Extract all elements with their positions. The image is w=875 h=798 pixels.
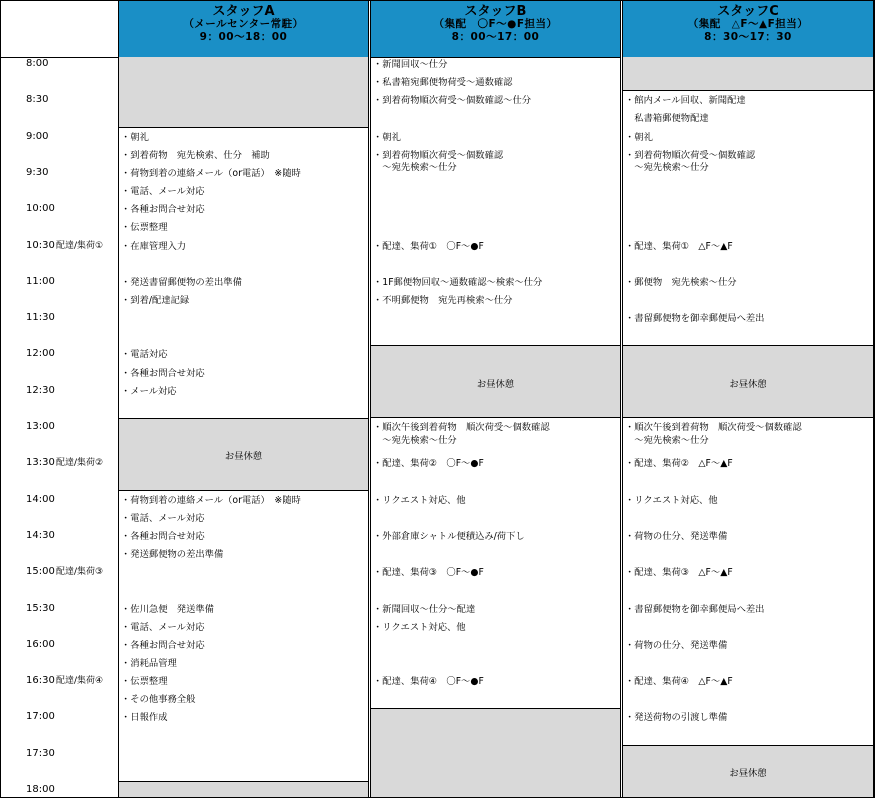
header-subtitle: （集配 △F〜▲F担当） bbox=[687, 18, 809, 30]
time-label: 12:30 bbox=[26, 384, 55, 396]
time-label: 13:30 bbox=[26, 457, 55, 469]
task-item: ・その他事務全般 bbox=[121, 694, 196, 706]
task-item: ・リクエスト対応、他 bbox=[373, 621, 466, 633]
task-item: ・荷物の仕分、発送準備 bbox=[625, 639, 728, 651]
task-item: ・発送荷物の引渡し準備 bbox=[625, 712, 728, 724]
time-label: 13:00 bbox=[26, 421, 55, 432]
task-item: ・リクエスト対応、他 bbox=[625, 494, 718, 506]
header-staff-c bbox=[622, 0, 874, 58]
task-item: ・消耗品管理 bbox=[121, 657, 177, 669]
task-item: ・リクエスト対応、他 bbox=[373, 494, 466, 506]
time-label: 8:00 bbox=[26, 58, 49, 69]
task-item: ・各種お問合せ対応 bbox=[121, 639, 205, 651]
header-staff-a bbox=[118, 0, 369, 58]
header-staff-b bbox=[370, 0, 621, 58]
time-label: 12:00 bbox=[26, 348, 55, 360]
lunch-break-label: お昼休憩 bbox=[729, 378, 767, 390]
task-item: ・書留郵便物を御幸郵便局へ差出 bbox=[625, 313, 765, 325]
task-item: ・郵便物 宛先検索〜仕分 bbox=[625, 276, 737, 288]
task-item: ・発送書留郵便物の差出準備 bbox=[121, 276, 242, 288]
unstaffed-block bbox=[623, 57, 873, 91]
time-label: 11:30 bbox=[26, 312, 55, 324]
task-item: ・配達、集荷② △F〜▲F bbox=[625, 458, 733, 470]
task-item: ・外部倉庫シャトル便積込み/荷下し bbox=[373, 530, 525, 542]
time-label: 16:30 bbox=[26, 675, 55, 687]
time-label: 9:30 bbox=[26, 166, 49, 178]
task-item: ・伝票整理 bbox=[121, 222, 168, 234]
task-item: ・配達、集荷③ 〇F〜●F bbox=[373, 567, 484, 579]
header-hours: 9：00〜18：00 bbox=[199, 31, 288, 43]
task-item: 〜宛先検索〜仕分 bbox=[373, 162, 457, 174]
task-item: ・メール対応 bbox=[121, 385, 177, 397]
task-item: ・発送郵便物の差出準備 bbox=[121, 549, 224, 561]
task-item: ・電話、メール対応 bbox=[121, 512, 205, 524]
task-item: ・到着荷物順次荷受〜個数確認 bbox=[373, 149, 504, 161]
task-item: ・配達、集荷③ △F〜▲F bbox=[625, 567, 733, 579]
task-item: ・配達、集荷① 〇F〜●F bbox=[373, 240, 484, 252]
corner-cell bbox=[0, 0, 118, 58]
task-item: ・伝票整理 bbox=[121, 676, 168, 688]
time-label: 8:30 bbox=[26, 94, 49, 106]
unstaffed-block bbox=[119, 57, 368, 128]
task-item: ・館内メール回収、新聞配達 bbox=[625, 95, 746, 107]
time-label: 17:30 bbox=[26, 747, 55, 759]
task-item: ・新聞回収〜仕分〜配達 bbox=[373, 603, 476, 615]
task-item: ・配達、集荷④ △F〜▲F bbox=[625, 676, 733, 688]
time-label: 11:00 bbox=[26, 275, 55, 287]
unstaffed-block bbox=[119, 781, 368, 797]
time-label: 16:00 bbox=[26, 638, 55, 650]
time-label: 14:00 bbox=[26, 493, 55, 505]
header-subtitle: （集配 〇F〜●F担当） bbox=[433, 18, 558, 30]
time-label: 9:00 bbox=[26, 130, 49, 142]
task-item: 私書箱郵便物配達 bbox=[625, 113, 709, 125]
header-title: スタッフC bbox=[717, 4, 779, 19]
delivery-round-label: 配達/集荷③ bbox=[56, 567, 104, 578]
task-item: ・配達、集荷④ 〇F〜●F bbox=[373, 676, 484, 688]
delivery-round-label: 配達/集荷① bbox=[56, 240, 104, 251]
header-hours: 8：30〜17：30 bbox=[704, 31, 792, 43]
header-subtitle: （メールセンター常駐） bbox=[183, 18, 304, 30]
task-item: ・各種お問合せ対応 bbox=[121, 367, 205, 379]
task-item: ・不明郵便物 宛先再検索〜仕分 bbox=[373, 294, 513, 306]
task-item: ・私書箱宛郵便物荷受〜通数確認 bbox=[373, 77, 513, 89]
time-label: 18:00 bbox=[26, 784, 55, 795]
task-item: ・順次午後到着荷物 順次荷受〜個数確認 bbox=[625, 422, 802, 433]
time-label: 15:30 bbox=[26, 602, 55, 614]
header-title: スタッフA bbox=[212, 4, 275, 19]
task-item: 〜宛先検索〜仕分 bbox=[373, 434, 457, 446]
task-item: ・配達、集荷① △F〜▲F bbox=[625, 240, 733, 252]
lunch-break-label: お昼休憩 bbox=[224, 451, 263, 463]
unstaffed-block bbox=[371, 708, 620, 797]
task-item: ・電話、メール対応 bbox=[121, 186, 205, 198]
header-title: スタッフB bbox=[464, 4, 527, 19]
task-item: ・各種お問合せ対応 bbox=[121, 204, 205, 216]
time-label: 15:00 bbox=[26, 566, 55, 578]
task-item: ・到着荷物順次荷受〜個数確認 bbox=[625, 149, 756, 161]
task-item: ・朝礼 bbox=[121, 131, 149, 143]
task-item: ・到着荷物 宛先検索、仕分 補助 bbox=[121, 149, 270, 161]
time-label: 10:30 bbox=[26, 239, 55, 251]
task-item: ・荷物の仕分、発送準備 bbox=[625, 530, 728, 542]
task-item: ・荷物到着の連絡メール（or電話） ※随時 bbox=[121, 167, 301, 179]
task-item: 〜宛先検索〜仕分 bbox=[625, 162, 709, 174]
task-item: ・朝礼 bbox=[373, 131, 401, 143]
lunch-break-label: お昼休憩 bbox=[476, 378, 515, 390]
task-item: ・朝礼 bbox=[625, 131, 653, 143]
time-label: 10:00 bbox=[26, 203, 55, 215]
time-label: 14:30 bbox=[26, 529, 55, 541]
task-item: ・日報作成 bbox=[121, 712, 168, 724]
task-item: ・配達、集荷② 〇F〜●F bbox=[373, 458, 484, 470]
task-item: ・佐川急便 発送準備 bbox=[121, 603, 214, 615]
delivery-round-label: 配達/集荷② bbox=[56, 458, 104, 469]
time-label: 17:00 bbox=[26, 711, 55, 723]
task-item: ・書留郵便物を御幸郵便局へ差出 bbox=[625, 603, 765, 615]
task-item: ・1F郵便物回収〜通数確認〜検索〜仕分 bbox=[373, 276, 543, 288]
task-item: ・到着/配達記録 bbox=[121, 294, 190, 306]
lunch-break-label: お昼休憩 bbox=[729, 767, 767, 779]
task-item: ・電話対応 bbox=[121, 349, 168, 361]
task-item: ・順次午後到着荷物 順次荷受〜個数確認 bbox=[373, 422, 550, 433]
delivery-round-label: 配達/集荷④ bbox=[56, 676, 104, 687]
header-hours: 8：00〜17：00 bbox=[451, 31, 540, 43]
task-item: ・荷物到着の連絡メール（or電話） ※随時 bbox=[121, 494, 301, 506]
task-item: ・電話、メール対応 bbox=[121, 621, 205, 633]
task-item: ・在庫管理入力 bbox=[121, 240, 187, 252]
task-item: ・各種お問合せ対応 bbox=[121, 530, 205, 542]
task-item: 〜宛先検索〜仕分 bbox=[625, 434, 709, 446]
task-item: ・新聞回収〜仕分 bbox=[373, 59, 448, 70]
task-item: ・到着荷物順次荷受〜個数確認〜仕分 bbox=[373, 95, 532, 107]
